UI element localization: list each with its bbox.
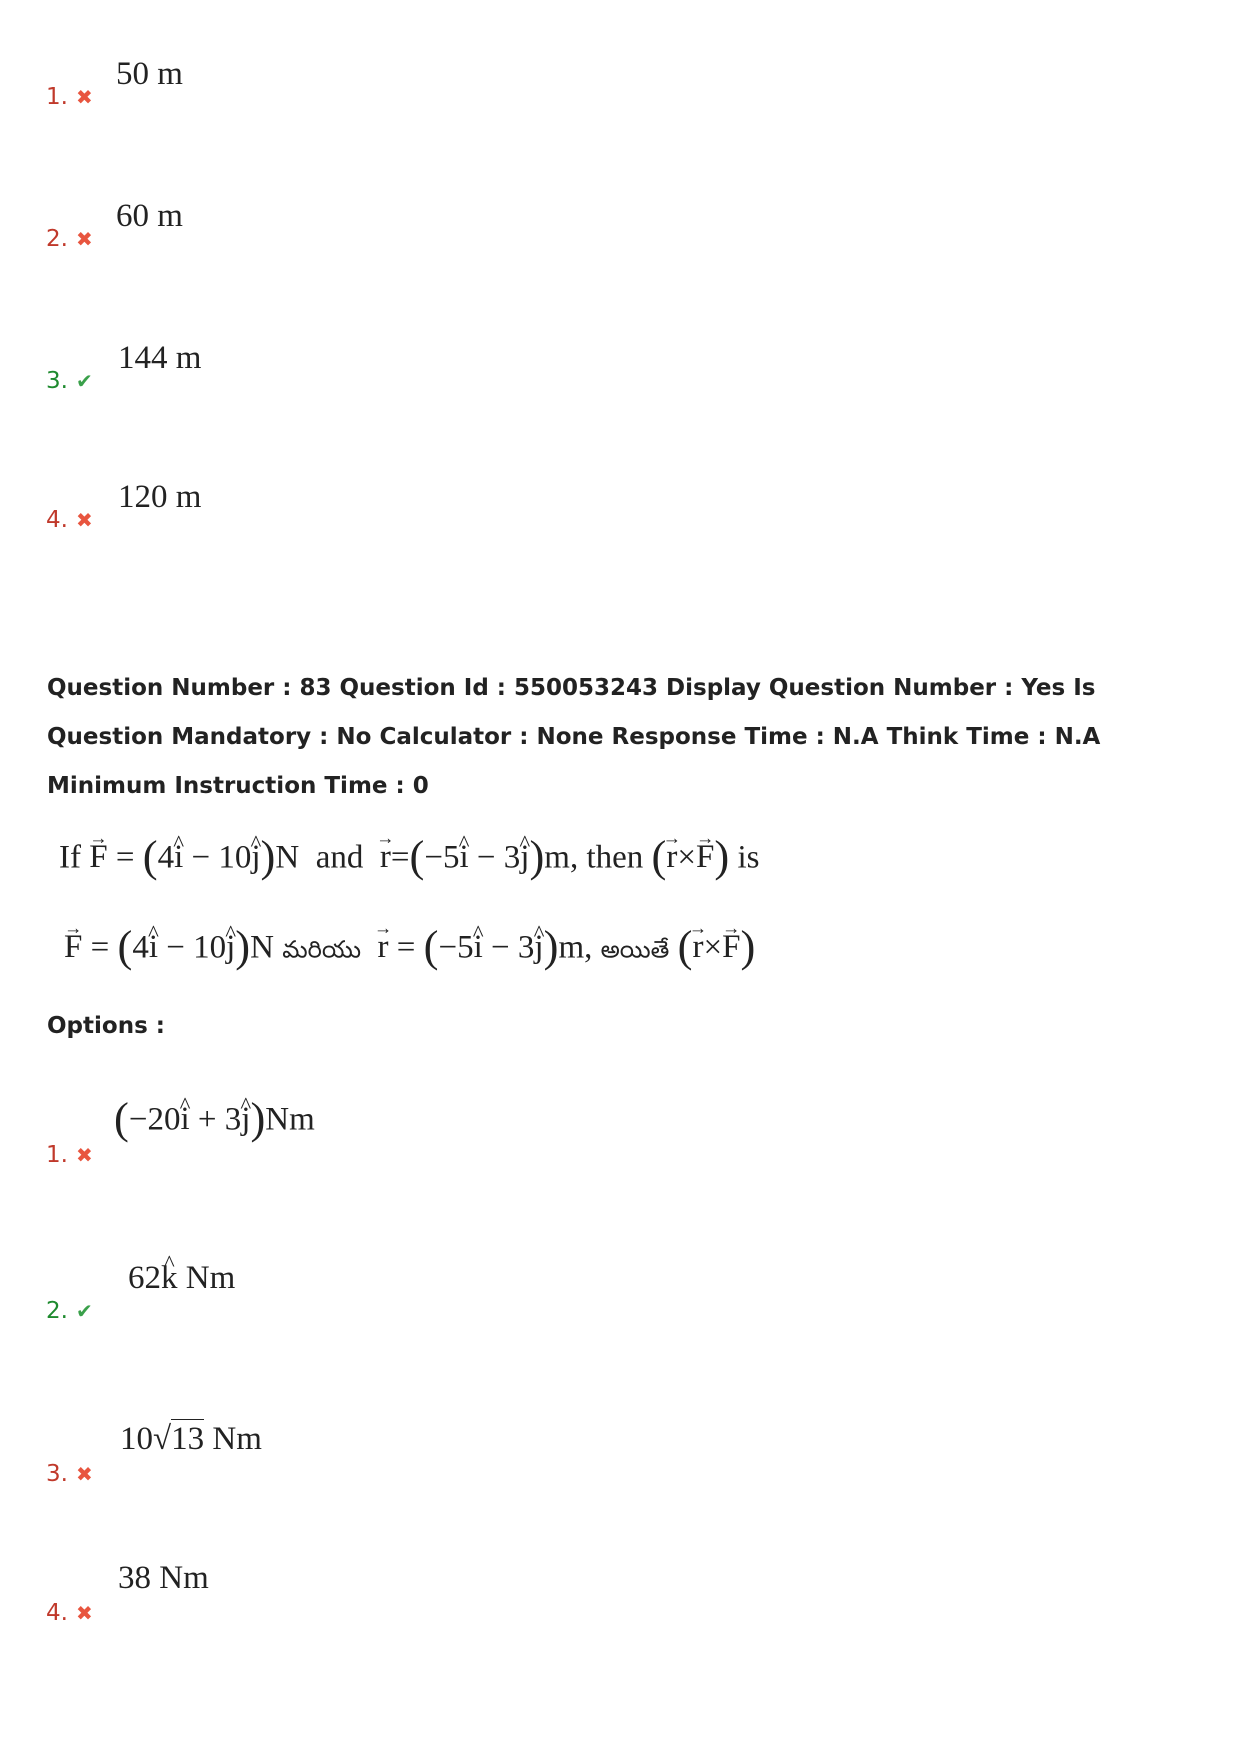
option-value: [120, 1421, 262, 1458]
unit-metre-then: m, then: [544, 839, 644, 876]
question-text-te: [64, 920, 755, 972]
option-value: 120 m: [118, 479, 202, 515]
options-label: Options :: [47, 1013, 165, 1039]
unit-j: ^ j: [534, 929, 543, 966]
option-number: 1. ✖: [46, 84, 93, 110]
cross-icon: ✖: [75, 1462, 93, 1486]
unit-i: ^ i: [180, 1101, 189, 1138]
vector-F: → F: [722, 929, 740, 966]
option-value: 60 m: [116, 198, 183, 234]
unit-metre: m,: [558, 929, 593, 966]
f-term-1: 4: [157, 839, 175, 876]
option-value: (−20^ i + 3^ j)Nm: [114, 1092, 315, 1144]
paren-open: (: [142, 831, 158, 881]
unit-i: ^ i: [174, 839, 183, 876]
unit-j: ^ j: [226, 929, 235, 966]
question-text-en: If → F = (4^ i − 10^ j)N and → r=(−5^ i − 3^ j)m, then (→ r×→ F) is: [59, 830, 759, 882]
option-number: 2. ✖: [46, 226, 93, 252]
unit-i: ^ i: [149, 929, 158, 966]
option-value: 50 m: [116, 56, 183, 92]
option-value: 144 m: [118, 340, 202, 376]
r-term-1: −5: [438, 929, 474, 966]
equals: =: [388, 929, 424, 966]
unit-j: ^ j: [251, 839, 260, 876]
f-term-1: 4: [132, 929, 149, 966]
option-number: 4. ✖: [46, 1600, 93, 1626]
paren-close: ): [260, 831, 276, 881]
cross-symbol: ×: [677, 839, 696, 876]
paren-open: (: [117, 921, 133, 971]
word-and: and: [315, 839, 364, 876]
unit-i: ^ i: [459, 839, 468, 876]
paren-open: (: [423, 921, 439, 971]
unit: Nm: [177, 1260, 236, 1296]
cross-icon: ✖: [75, 227, 93, 251]
r-term-2: − 3: [482, 929, 535, 966]
paren-open: (: [651, 831, 667, 881]
unit-newton: N: [275, 839, 300, 876]
word-if: If: [59, 839, 81, 876]
option-number: 4. ✖: [46, 507, 93, 533]
check-icon: ✔: [75, 369, 93, 393]
f-term-2: − 10: [183, 839, 252, 876]
check-icon: ✔: [75, 1299, 93, 1323]
vector-r: → r: [380, 839, 391, 876]
cross-icon: ✖: [75, 1601, 93, 1625]
vector-F: → F: [696, 839, 714, 876]
term-b: + 3: [189, 1101, 242, 1138]
paren-close: ): [235, 921, 251, 971]
vector-r: → r: [666, 839, 677, 876]
radicand: 13: [171, 1421, 205, 1457]
unit-j: ^ j: [520, 839, 529, 876]
paren-close: ): [740, 921, 756, 971]
cross-icon: ✖: [75, 508, 93, 532]
paren-close: ): [529, 831, 545, 881]
cross-symbol: ×: [703, 929, 723, 966]
term-a: −20: [128, 1101, 181, 1138]
paren-open: (: [409, 831, 425, 881]
option-number: 3. ✖: [46, 1461, 93, 1487]
option-value: [128, 1260, 235, 1297]
cross-icon: ✖: [75, 85, 93, 109]
cross-icon: ✖: [75, 1143, 93, 1167]
option-value: 38 Nm: [118, 1560, 209, 1596]
unit-k: ^ k: [161, 1260, 178, 1297]
word-ayite: అయితే: [600, 935, 670, 964]
word-is: is: [737, 839, 760, 876]
vector-F: → F: [64, 929, 82, 966]
unit-i: ^ i: [474, 929, 483, 966]
equals: =: [82, 929, 118, 966]
unit-newton: N: [250, 929, 274, 966]
unit: Nm: [265, 1101, 315, 1138]
unit: Nm: [204, 1421, 262, 1457]
word-mariyu: మరియు: [282, 935, 362, 964]
f-term-2: − 10: [158, 929, 227, 966]
vector-F: → F: [89, 839, 107, 876]
coefficient: 10: [120, 1421, 153, 1457]
r-term-2: − 3: [468, 839, 521, 876]
option-number: 2. ✔: [46, 1298, 93, 1324]
unit-j: ^ j: [241, 1101, 250, 1138]
r-term-1: −5: [424, 839, 460, 876]
vector-r: → r: [378, 929, 389, 966]
paren-open: (: [677, 921, 693, 971]
option-number: 1. ✖: [46, 1142, 93, 1168]
sqrt-symbol: √: [153, 1421, 172, 1457]
equals: =: [107, 839, 143, 876]
paren-close: ): [714, 831, 730, 881]
vector-r: → r: [692, 929, 703, 966]
paren-close: ): [543, 921, 559, 971]
option-number: 3. ✔: [46, 368, 93, 394]
question-meta: Question Number : 83 Question Id : 550053243 Display Question Number : Yes Is Question Mandatory : No Calculator : None Response Time : N.A Think Time : N.A Minimum Instruction Time : 0: [47, 675, 1101, 799]
coefficient: 62: [128, 1260, 161, 1296]
